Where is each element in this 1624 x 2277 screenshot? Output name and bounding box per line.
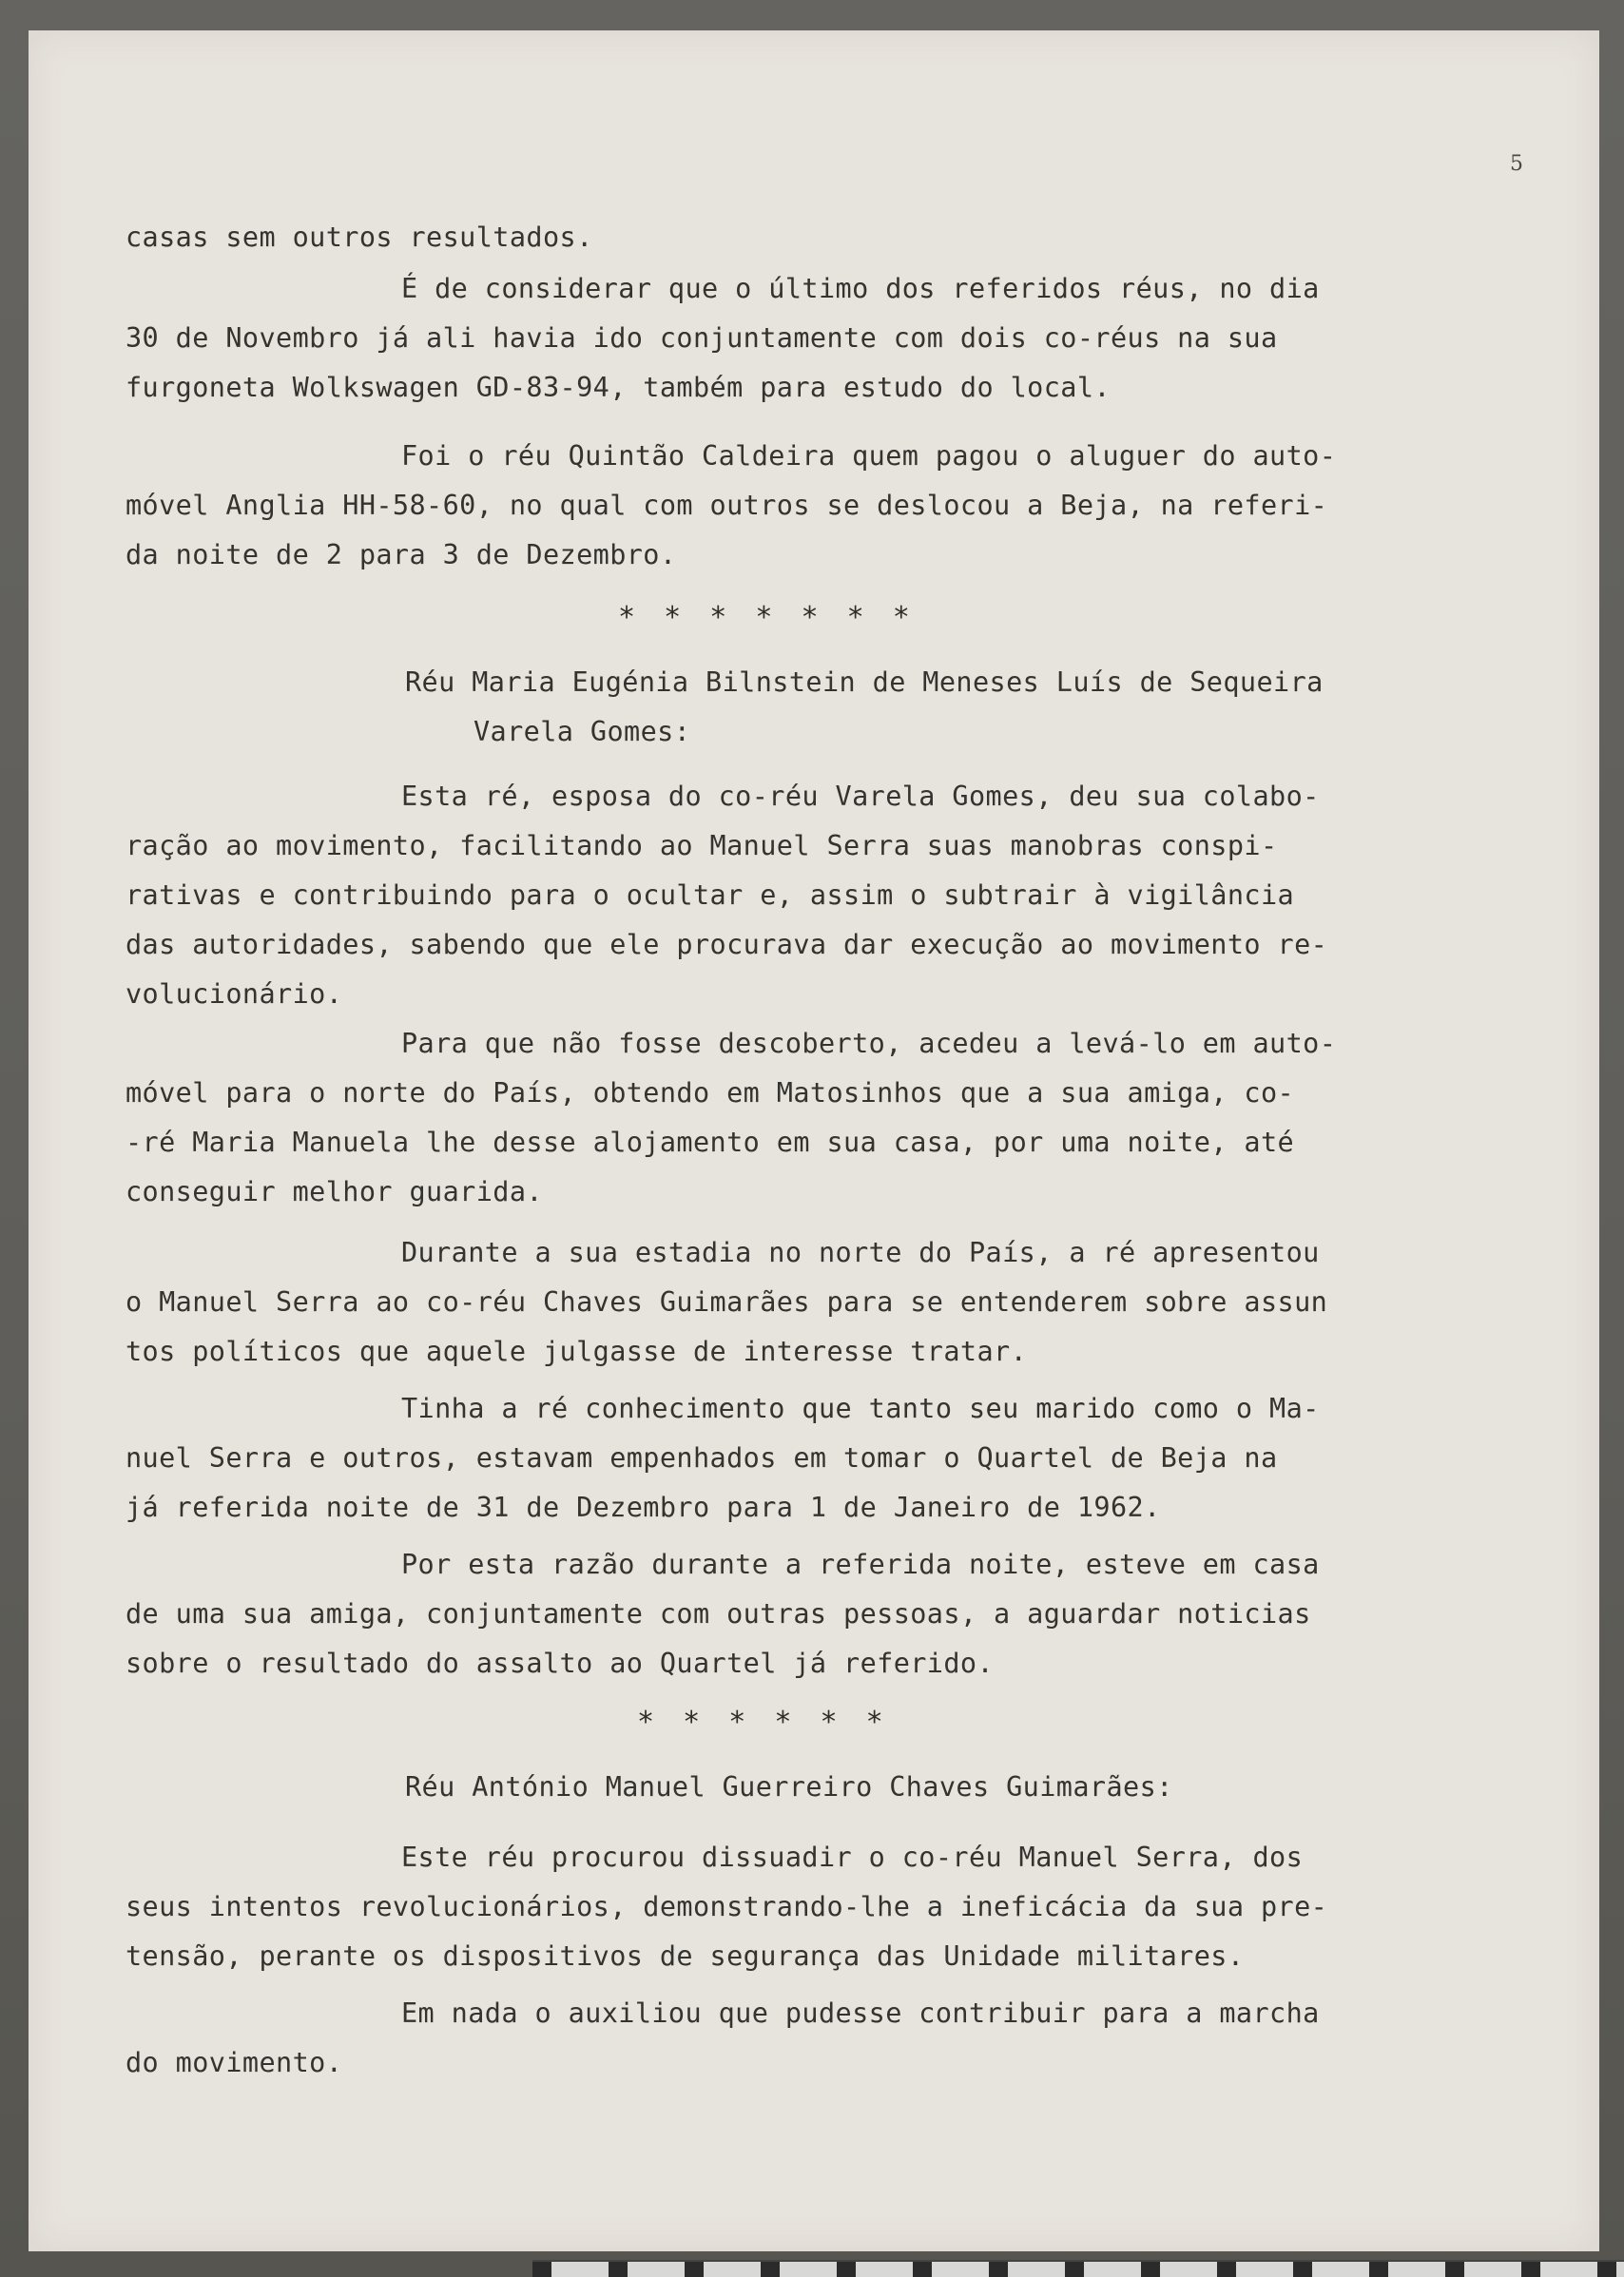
heading-line: Réu António Manuel Guerreiro Chaves Guimarães: [405,1771,1173,1803]
text-line: Para que não fosse descoberto, acedeu a levá-lo em auto- [401,1028,1337,1059]
section-heading-chaves-guimaraes [126,1763,1390,1812]
text-line: tensão, perante os dispositivos de segurança das Unidade militares. [126,1940,1245,1972]
text-line: furgoneta Wolkswagen GD-83-94, também para estudo do local. [126,372,1111,403]
scale-segment [1293,2262,1312,2277]
paragraph-knowledge [126,1384,1390,1533]
text-line: nuel Serra e outros, estavam empenhados em tomar o Quartel de Beja na [126,1442,1278,1474]
text-line: É de considerar que o último dos referidos réus, no dia [401,273,1320,304]
scale-segment [761,2262,780,2277]
text-line: tos políticos que aquele julgasse de interesse tratar. [126,1336,1028,1367]
section-separator: * * * * * * * [618,601,916,634]
scale-segment [1597,2262,1616,2277]
section-separator: * * * * * * [637,1706,889,1739]
text-line: seus intentos revolucionários, demonstrando-lhe a ineficácia da sua pre- [126,1891,1328,1922]
page-number-mark: 5 [1510,152,1523,176]
scale-segment [1369,2262,1388,2277]
scale-segment [913,2262,932,2277]
heading-line: Varela Gomes: [474,716,691,747]
scale-segment [1521,2262,1540,2277]
scale-segment [1445,2262,1464,2277]
scale-segment [609,2262,628,2277]
text-line: móvel para o norte do País, obtendo em Matosinhos que a sua amiga, co- [126,1077,1295,1109]
paragraph-matosinhos [126,1019,1390,1217]
scale-segment [1141,2262,1160,2277]
scale-segment [532,2262,551,2277]
text-line: volucionário. [126,978,343,1010]
text-line: ração ao movimento, facilitando ao Manuel Serra suas manobras conspi- [126,830,1278,861]
text-line: sobre o resultado do assalto ao Quartel já referido. [126,1648,995,1679]
text-line: Por esta razão durante a referida noite, esteve em casa [401,1549,1320,1580]
paragraph-collaboration [126,772,1390,1019]
text-line: da noite de 2 para 3 de Dezembro. [126,539,677,570]
paragraph-dissuade [126,1833,1390,1981]
paragraph-last-defendant [126,264,1390,413]
paragraph-quintao-caldeira [126,432,1390,580]
typewritten-page [29,30,1599,2251]
text-line: Foi o réu Quintão Caldeira quem pagou o aluguer do auto- [401,440,1337,472]
scan-scale-bar [532,2260,1624,2277]
text-line: -ré Maria Manuela lhe desse alojamento em sua casa, por uma noite, até [126,1127,1295,1158]
text-line: móvel Anglia HH-58-60, no qual com outros se deslocou a Beja, na referi- [126,490,1328,521]
text-line: o Manuel Serra ao co-réu Chaves Guimarães para se entenderem sobre assun [126,1286,1328,1318]
paragraph-no-help [126,1989,1390,2088]
text-line: Durante a sua estadia no norte do País, a ré apresentou [401,1237,1320,1268]
paragraph-continuation [126,213,1390,262]
heading-line: Réu Maria Eugénia Bilnstein de Meneses Luís de Sequeira [405,666,1324,698]
scale-segment [685,2262,704,2277]
scale-segment [1065,2262,1084,2277]
text-line: Em nada o auxiliou que pudesse contribuir para a marcha [401,1997,1320,2029]
text-line: rativas e contribuindo para o ocultar e, assim o subtrair à vigilância [126,879,1295,911]
paragraph-introduction [126,1228,1390,1377]
text-line: das autoridades, sabendo que ele procurava dar execução ao movimento re- [126,929,1328,960]
paragraph-that-night [126,1540,1390,1688]
text-line: 30 de Novembro já ali havia ido conjuntamente com dois co-réus na sua [126,322,1278,354]
text-line: conseguir melhor guarida. [126,1176,543,1207]
scale-segment [837,2262,856,2277]
text-line: Este réu procurou dissuadir o co-réu Manuel Serra, dos [401,1842,1304,1873]
scale-segment [1217,2262,1236,2277]
text-line: de uma sua amiga, conjuntamente com outras pessoas, a aguardar noticias [126,1598,1311,1630]
text-line: Tinha a ré conhecimento que tanto seu marido como o Ma- [401,1393,1320,1424]
text-line: já referida noite de 31 de Dezembro para 1 de Janeiro de 1962. [126,1492,1161,1523]
scale-segment [989,2262,1008,2277]
text-line: Esta ré, esposa do co-réu Varela Gomes, deu sua colabo- [401,781,1320,812]
text-line: casas sem outros resultados. [126,222,593,253]
text-line: do movimento. [126,2047,343,2078]
section-heading-maria-eugenia [126,658,1390,757]
